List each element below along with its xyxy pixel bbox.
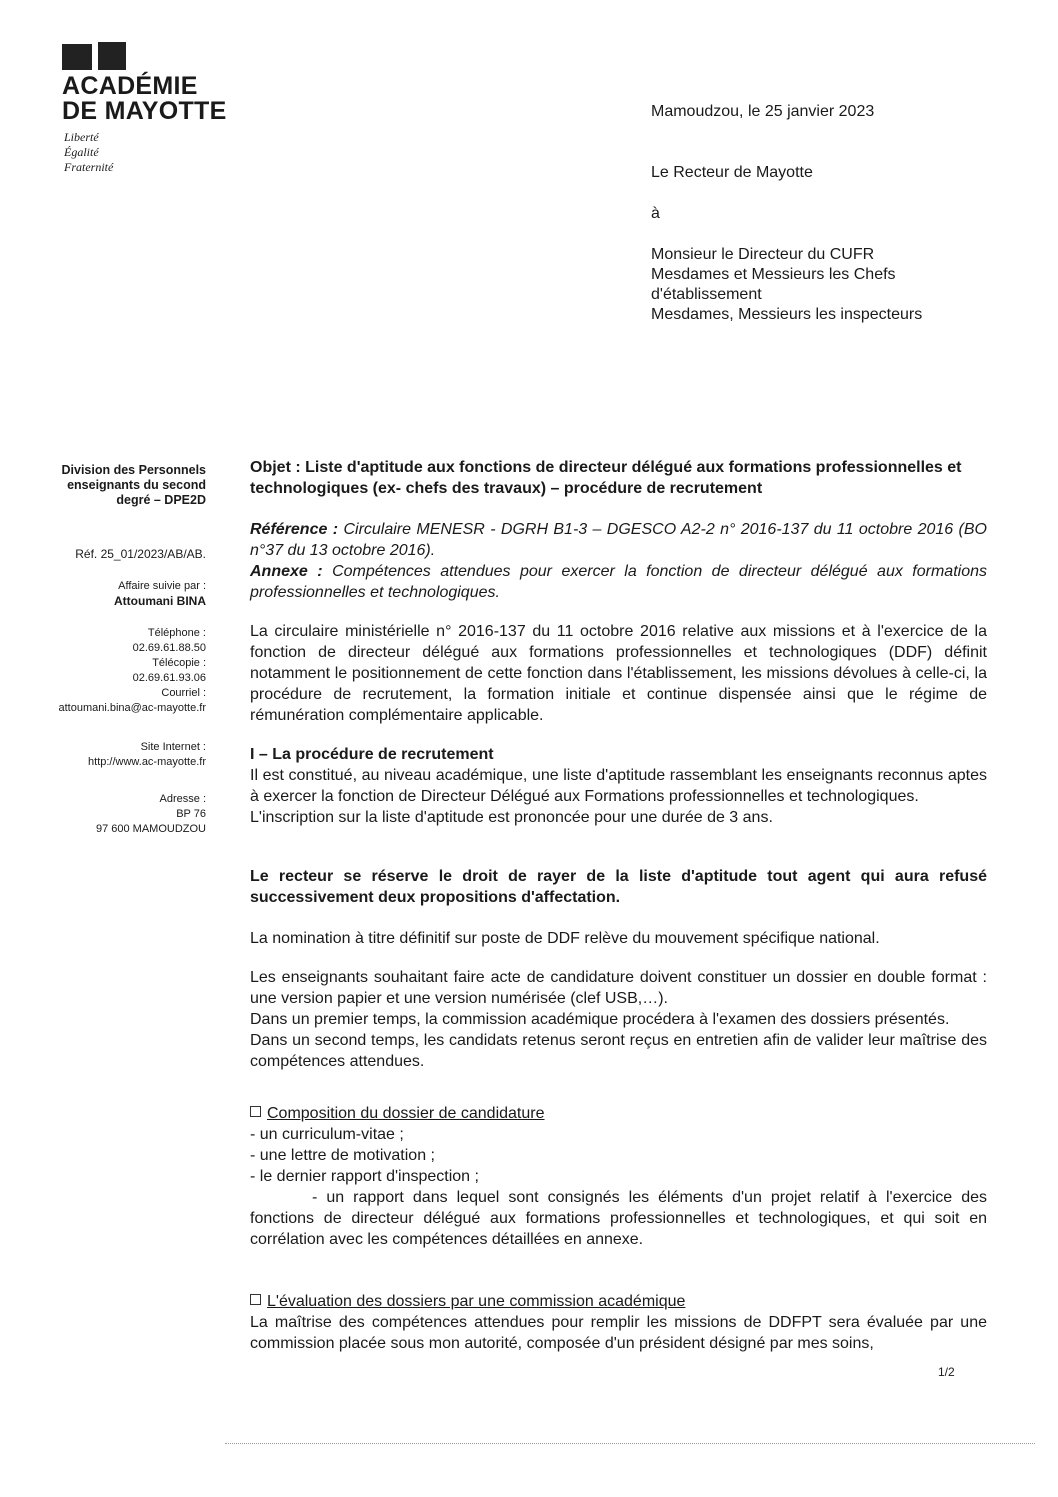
- reference-block: Référence : Circulaire MENESR - DGRH B1-3 – DGESCO A2-2 n° 2016-137 du 11 octobre 2016 (BO n°37 du 13 octobre 2016). Annexe : Compétences attendues pour exercer la fonction de directeur délégué aux formations professionnelles et technologiques.: [250, 521, 987, 601]
- scan-artifact-line: [225, 1443, 1035, 1444]
- list-item: - le dernier rapport d'inspection ;: [250, 1168, 479, 1185]
- recipients: Monsieur le Directeur du CUFR Mesdames et Messieurs les Chefs d'établissement Mesdames, Messieurs les inspecteurs: [651, 246, 923, 323]
- contact-person: Affaire suivie par : Attoumani BINA: [114, 580, 206, 608]
- contact-details: Téléphone : 02.69.61.88.50 Télécopie : 02.69.61.93.06 Courriel : attoumani.bina@ac-mayotte.fr: [20, 626, 206, 716]
- intro-paragraph: La circulaire ministérielle n° 2016-137 du 11 octobre 2016 relative aux missions et à l'exercice de la fonction de directeur délégué aux formations professionnelles et technologiques (DDF) définit notamment le positionnement de cette fonction dans l'établissement, les missions dévolues à celle-ci, la procédure de recrutement, la formation initiale et continue dispensée ainsi que le régime de rémunération complémentaire applicable.: [250, 623, 987, 724]
- academie-name: ACADÉMIE DE MAYOTTE: [62, 72, 227, 125]
- website: Site Internet : http://www.ac-mayotte.fr: [20, 740, 206, 770]
- checkbox-icon: [250, 1294, 261, 1305]
- subject-line: Objet : Liste d'aptitude aux fonctions de directeur délégué aux formations professionnelles et technologiques (ex- chefs des travaux) – procédure de recrutement: [250, 459, 962, 497]
- list-item: - un rapport dans lequel sont consignés les éléments d'un projet relatif à l'exercice des fonctions de directeur délégué aux formations professionnelles et technologiques, et qui soit en corrélation avec les compétences détaillées en annexe.: [250, 1189, 987, 1248]
- warning-paragraph: Le recteur se réserve le droit de rayer de la liste d'aptitude tout agent qui aura refusé successivement deux propositions d'affectation.: [250, 868, 987, 906]
- reference-code: Réf. 25_01/2023/AB/AB.: [75, 547, 206, 561]
- division-label: Division des Personnels enseignants du second degré – DPE2D: [61, 463, 206, 507]
- composition-title: Composition du dossier de candidature: [267, 1105, 545, 1122]
- evaluation-section: L'évaluation des dossiers par une commission académique La maîtrise des compétences attendues pour remplir les missions de DDFPT sera évaluée par une commission placée sous mon autorité, composée d'un président désigné par mes soins,: [250, 1293, 987, 1352]
- republic-motto: Liberté Égalité Fraternité: [64, 130, 114, 174]
- to-word: à: [651, 205, 660, 222]
- postal-address: Adresse : BP 76 97 600 MAMOUDZOU: [95, 793, 206, 835]
- section-1-title: I – La procédure de recrutement: [250, 746, 494, 763]
- list-item: - un curriculum-vitae ;: [250, 1126, 404, 1143]
- marianne-logo-icon: [62, 42, 128, 72]
- list-item: - une lettre de motivation ;: [250, 1147, 435, 1164]
- place-date: Mamoudzou, le 25 janvier 2023: [651, 103, 875, 120]
- evaluation-title: L'évaluation des dossiers par une commission académique: [267, 1293, 686, 1310]
- checkbox-icon: [250, 1106, 261, 1117]
- section-1: I – La procédure de recrutement Il est constitué, au niveau académique, une liste d'aptitude rassemblant les enseignants reconnus aptes à exercer la fonction de Directeur Délégué aux Formations professionnelles et technologiques. L'inscription sur la liste d'aptitude est prononcée pour une durée de 3 ans.: [250, 746, 987, 826]
- sender: Le Recteur de Mayotte: [651, 164, 813, 181]
- nomination-paragraph: La nomination à titre définitif sur poste de DDF relève du mouvement spécifique national.: [250, 930, 880, 947]
- composition-section: [250, 1103, 987, 1250]
- page-number: 1/2: [938, 1365, 955, 1379]
- website-link[interactable]: http://www.ac-mayotte.fr: [88, 756, 206, 768]
- candidature-block: Les enseignants souhaitant faire acte de candidature doivent constituer un dossier en double format : une version papier et une version numérisée (clef USB,…). Dans un premier temps, la commission académique procédera à l'examen des dossiers présentés. Dans un second temps, les candidats retenus seront reçus en entretien afin de valider leur maîtrise des compétences attendues.: [250, 969, 987, 1070]
- email-link[interactable]: attoumani.bina@ac-mayotte.fr: [58, 702, 206, 714]
